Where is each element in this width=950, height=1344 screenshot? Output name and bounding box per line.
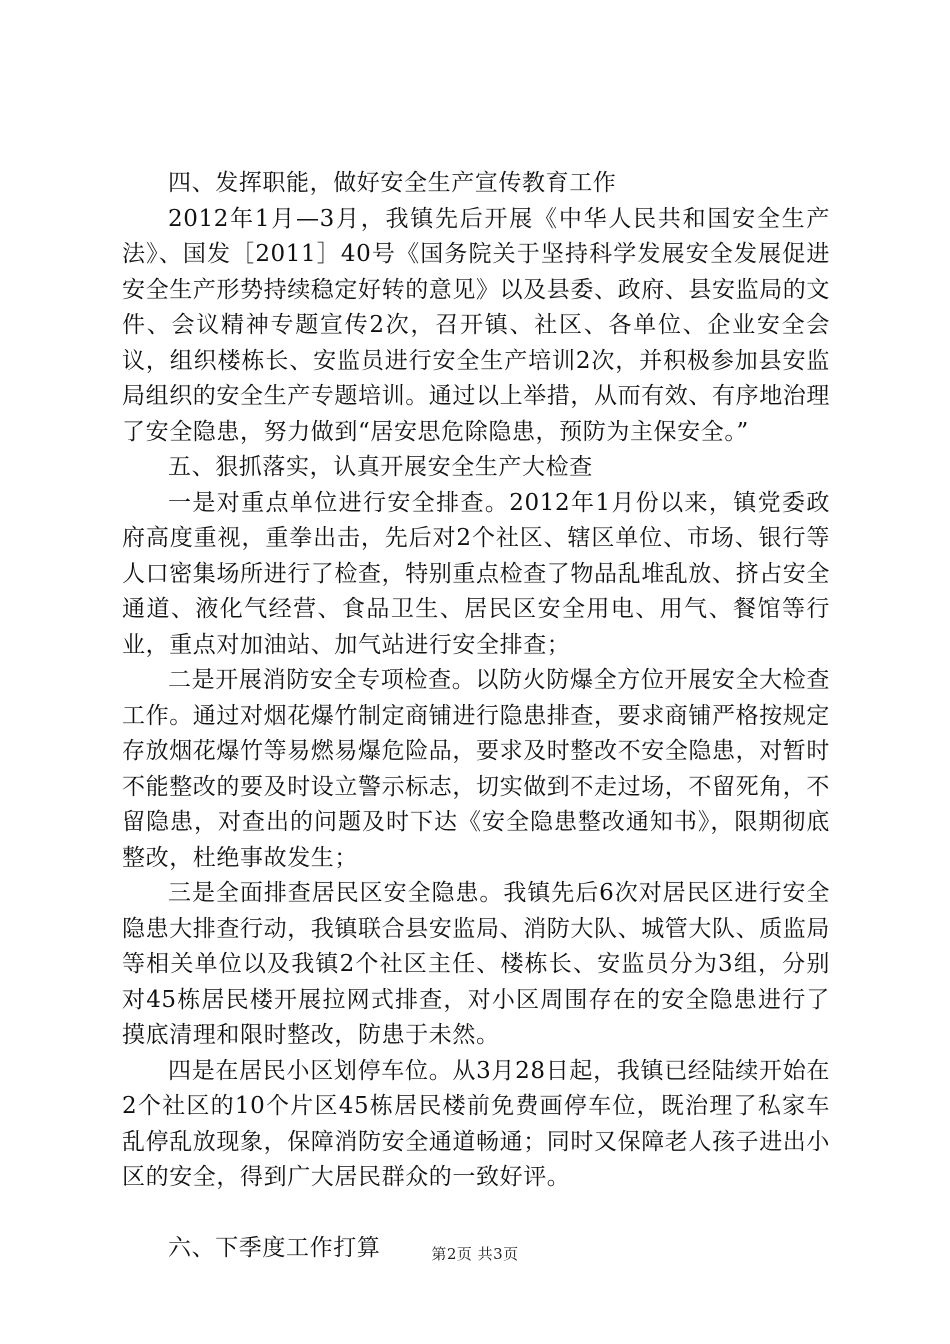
paragraph-fire-safety-inspection: 二是开展消防安全专项检查。以防火防爆全方位开展安全大检查工作。通过对烟花爆竹制定商铺进行隐患排查，要求商铺严格按规定存放烟花爆竹等易燃易爆危险品，要求及时整改不安全隐患，对暂时不能整改的要及时设立警示标志，切实做到不走过场，不留死角，不留隐患，对查出的问题及时下达《安全隐患整改通知书》，限期彻底整改，杜绝事故发生；	[122, 667, 830, 871]
document-body	[122, 166, 830, 1266]
page-footer: 第2页 共3页	[431, 1245, 519, 1263]
paragraph-key-unit-inspection: 一是对重点单位进行安全排查。2012年1月份以来，镇党委政府高度重视，重拳出击，先后对2个社区、辖区单位、市场、银行等人口密集场所进行了检查，特别重点检查了物品乱堆乱放、挤占安全通道、液化气经营、食品卫生、居民区安全用电、用气、餐馆等行业，重点对加油站、加气站进行安全排查；	[122, 489, 830, 658]
section-heading-6: 六、下季度工作打算	[168, 1234, 381, 1261]
paragraph-parking-spaces: 四是在居民小区划停车位。从3月28日起，我镇已经陆续开始在2个社区的10个片区45栋居民楼前免费画停车位，既治理了私家车乱停乱放现象，保障消防安全通道畅通；同时又保障老人孩子进出小区的安全，得到广大居民群众的一致好评。	[122, 1057, 830, 1190]
section-heading-4: 四、发挥职能，做好安全生产宣传教育工作	[168, 170, 617, 196]
paragraph-publicity-education: 2012年1月—3月，我镇先后开展《中华人民共和国安全生产法》、国发［2011］40号《国务院关于坚持科学发展安全发展促进安全生产形势持续稳定好转的意见》以及县委、政府、县安监局的文件、会议精神专题宣传2次，召开镇、社区、各单位、企业安全会议，组织楼栋长、安监员进行安全生产培训2次，并积极参加县安监局组织的安全生产专题培训。通过以上举措，从而有效、有序地治理了安全隐患，努力做到“居安思危除隐患，预防为主保安全。”	[122, 205, 830, 445]
paragraph-residential-inspection: 三是全面排查居民区安全隐患。我镇先后6次对居民区进行安全隐患大排查行动，我镇联合县安监局、消防大队、城管大队、质监局等相关单位以及我镇2个社区主任、楼栋长、安监员分为3组，分别对45栋居民楼开展拉网式排查，对小区周围存在的安全隐患进行了摸底清理和限时整改，防患于未然。	[122, 880, 830, 1048]
section-heading-5: 五、狠抓落实，认真开展安全生产大检查	[168, 454, 593, 480]
